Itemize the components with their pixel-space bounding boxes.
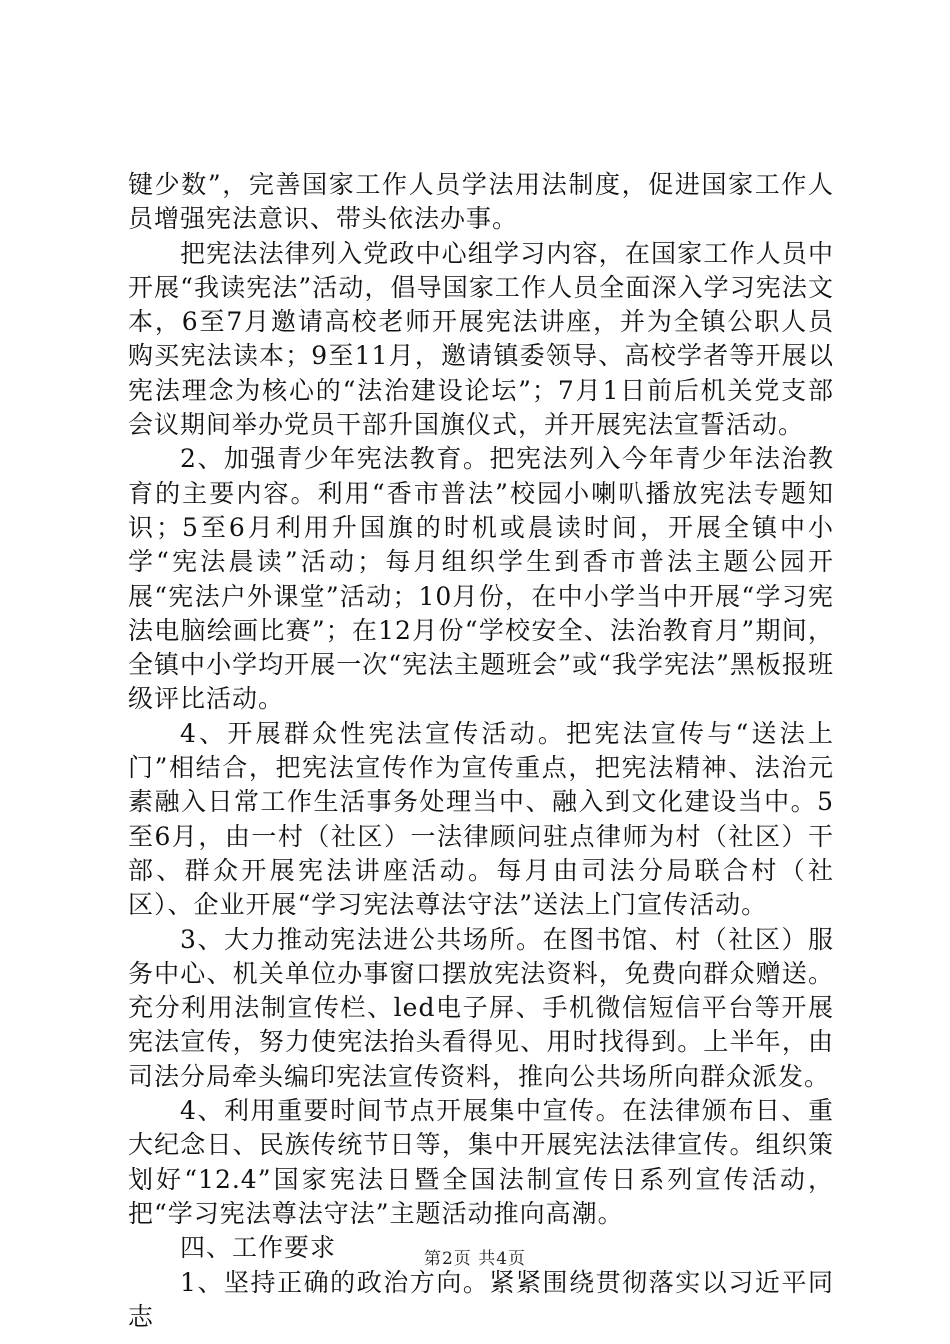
paragraph-mass-publicity: 4、开展群众性宪法宣传活动。把宪法宣传与“送法上门”相结合，把宪法宣传作为宣传重点，把宪法精神、法治元素融入日常工作生活事务处理当中、融入到文化建设当中。5至6月，由一村（社区）一法律顾问驻点律师为村（社区）干部、群众开展宪法讲座活动。每月由司法分局联合村（社区）、企业开展“学习宪法尊法守法”送法上门宣传活动。 bbox=[128, 718, 834, 920]
paragraph-public-places: 3、大力推动宪法进公共场所。在图书馆、村（社区）服务中心、机关单位办事窗口摆放宪法资料，免费向群众赠送。充分利用法制宣传栏、led电子屏、手机微信短信平台等开展宪法宣传，努力使宪法抬头看得见、用时找得到。上半年，由司法分局牵头编印宪法宣传资料，推向公共场所向群众派发。 bbox=[128, 924, 834, 1091]
paragraph-youth-education: 2、加强青少年宪法教育。把宪法列入今年青少年法治教育的主要内容。利用“香市普法”校园小喇叭播放宪法专题知识；5至6月利用升国旗的时机或晨读时间，开展全镇中小学“宪法晨读”活动；每月组织学生到香市普法主题公园开展“宪法户外课堂”活动；10月份，在中小学当中开展“学习宪法电脑绘画比赛”；在12月份“学校安全、法治教育月”期间，全镇中小学均开展一次“宪法主题班会”或“我学宪法”黑板报班级评比活动。 bbox=[128, 444, 834, 714]
paragraph-key-dates: 4、利用重要时间节点开展集中宣传。在法律颁布日、重大纪念日、民族传统节日等，集中开展宪法法律宣传。组织策划好“12.4”国家宪法日暨全国法制宣传日系列宣传活动，把“学习宪法尊法守法”主题活动推向高潮。 bbox=[128, 1096, 834, 1228]
section-heading-work-requirements: 四、工作要求 bbox=[180, 1233, 337, 1263]
paragraph-study-plan: 把宪法法律列入党政中心组学习内容，在国家工作人员中开展“我读宪法”活动，倡导国家工作人员全面深入学习宪法文本，6至7月邀请高校老师开展宪法讲座，并为全镇公职人员购买宪法读本；9至11月，邀请镇委领导、高校学者等开展以宪法理念为核心的“法治建设论坛”；7月1日前后机关党支部会议期间举办党员干部升国旗仪式，并开展宪法宣誓活动。 bbox=[128, 238, 834, 440]
paragraph-political-direction: 1、坚持正确的政治方向。紧紧围绕贯彻落实以习近平同志 bbox=[128, 1267, 834, 1331]
paragraph-continuation: 键少数”，完善国家工作人员学法用法制度，促进国家工作人员增强宪法意识、带头依法办事。 bbox=[128, 170, 834, 234]
document-body bbox=[128, 168, 834, 1334]
page-footer: 第2页 共4页 bbox=[423, 1249, 527, 1269]
